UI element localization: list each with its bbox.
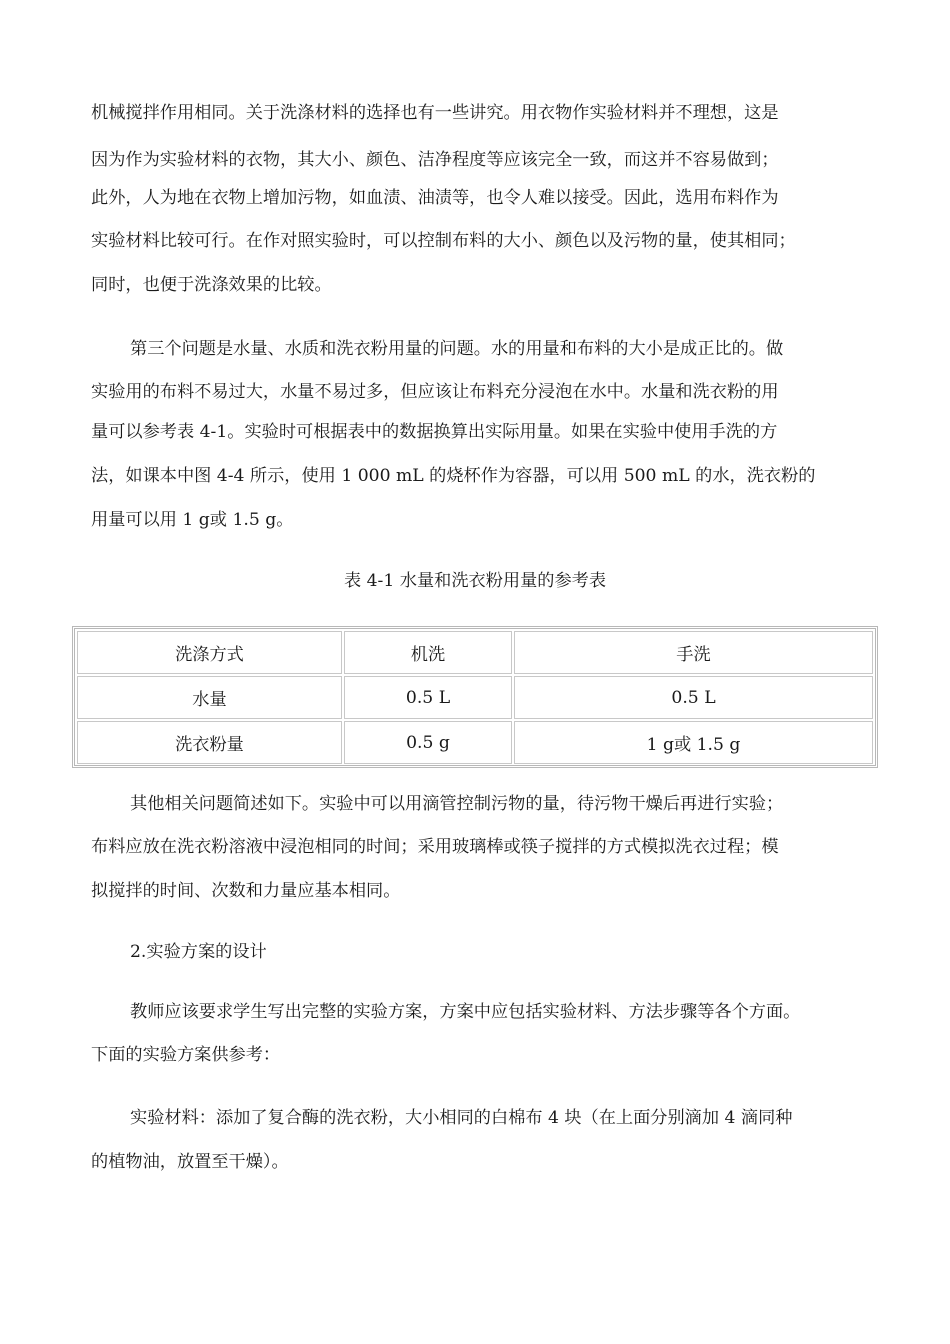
body-text-line: 同时，也便于洗涤效果的比较。 (91, 275, 332, 295)
table-cell: 1 g或 1.5 g (514, 721, 873, 764)
body-text-line: 法，如课本中图 4-4 所示，使用 1 000 mL 的烧杯作为容器，可以用 500 mL 的水，洗衣粉的 (91, 466, 816, 486)
body-text-line: 布料应放在洗衣粉溶液中浸泡相同的时间；采用玻璃棒或筷子搅拌的方式模拟洗衣过程；模 (91, 837, 779, 857)
reference-table (72, 626, 878, 768)
table-header-cell: 洗涤方式 (77, 631, 342, 674)
table-cell: 0.5 L (514, 676, 873, 719)
body-text-line: 实验用的布料不易过大，水量不易过多，但应该让布料充分浸泡在水中。水量和洗衣粉的用 (91, 382, 779, 402)
body-text-line: 拟搅拌的时间、次数和力量应基本相同。 (91, 881, 401, 901)
table-header-row (77, 631, 873, 674)
body-text-line: 下面的实验方案供参考： (91, 1045, 281, 1065)
table-header-cell: 手洗 (514, 631, 873, 674)
section-heading: 2.实验方案的设计 (130, 942, 267, 962)
body-text-line: 因为作为实验材料的衣物，其大小、颜色、洁净程度等应该完全一致，而这并不容易做到； (91, 150, 779, 170)
table-row (77, 676, 873, 719)
table-row (77, 721, 873, 764)
table-caption: 表 4-1 水量和洗衣粉用量的参考表 (343, 571, 607, 591)
table-cell: 洗衣粉量 (77, 721, 342, 764)
body-text-line: 此外，人为地在衣物上增加污物，如血渍、油渍等，也令人难以接受。因此，选用布料作为 (91, 188, 779, 208)
body-text-line: 教师应该要求学生写出完整的实验方案，方案中应包括实验材料、方法步骤等各个方面。 (130, 1002, 801, 1022)
body-text-line: 实验材料：添加了复合酶的洗衣粉，大小相同的白棉布 4 块（在上面分别滴加 4 滴同种 (130, 1108, 793, 1128)
body-text-line: 实验材料比较可行。在作对照实验时，可以控制布料的大小、颜色以及污物的量，使其相同； (91, 231, 796, 251)
table-cell: 0.5 L (344, 676, 512, 719)
table-cell: 水量 (77, 676, 342, 719)
body-text-line: 第三个问题是水量、水质和洗衣粉用量的问题。水的用量和布料的大小是成正比的。做 (130, 339, 784, 359)
table-cell: 0.5 g (344, 721, 512, 764)
table-header-cell: 机洗 (344, 631, 512, 674)
body-text-line: 用量可以用 1 g或 1.5 g。 (91, 510, 294, 530)
body-text-line: 量可以参考表 4-1。实验时可根据表中的数据换算出实际用量。如果在实验中使用手洗的方 (91, 422, 778, 442)
body-text-line: 机械搅拌作用相同。关于洗涤材料的选择也有一些讲究。用衣物作实验材料并不理想，这是 (91, 103, 779, 123)
body-text-line: 其他相关问题简述如下。实验中可以用滴管控制污物的量，待污物干燥后再进行实验； (130, 794, 784, 814)
body-text-line: 的植物油，放置至干燥）。 (91, 1152, 289, 1172)
